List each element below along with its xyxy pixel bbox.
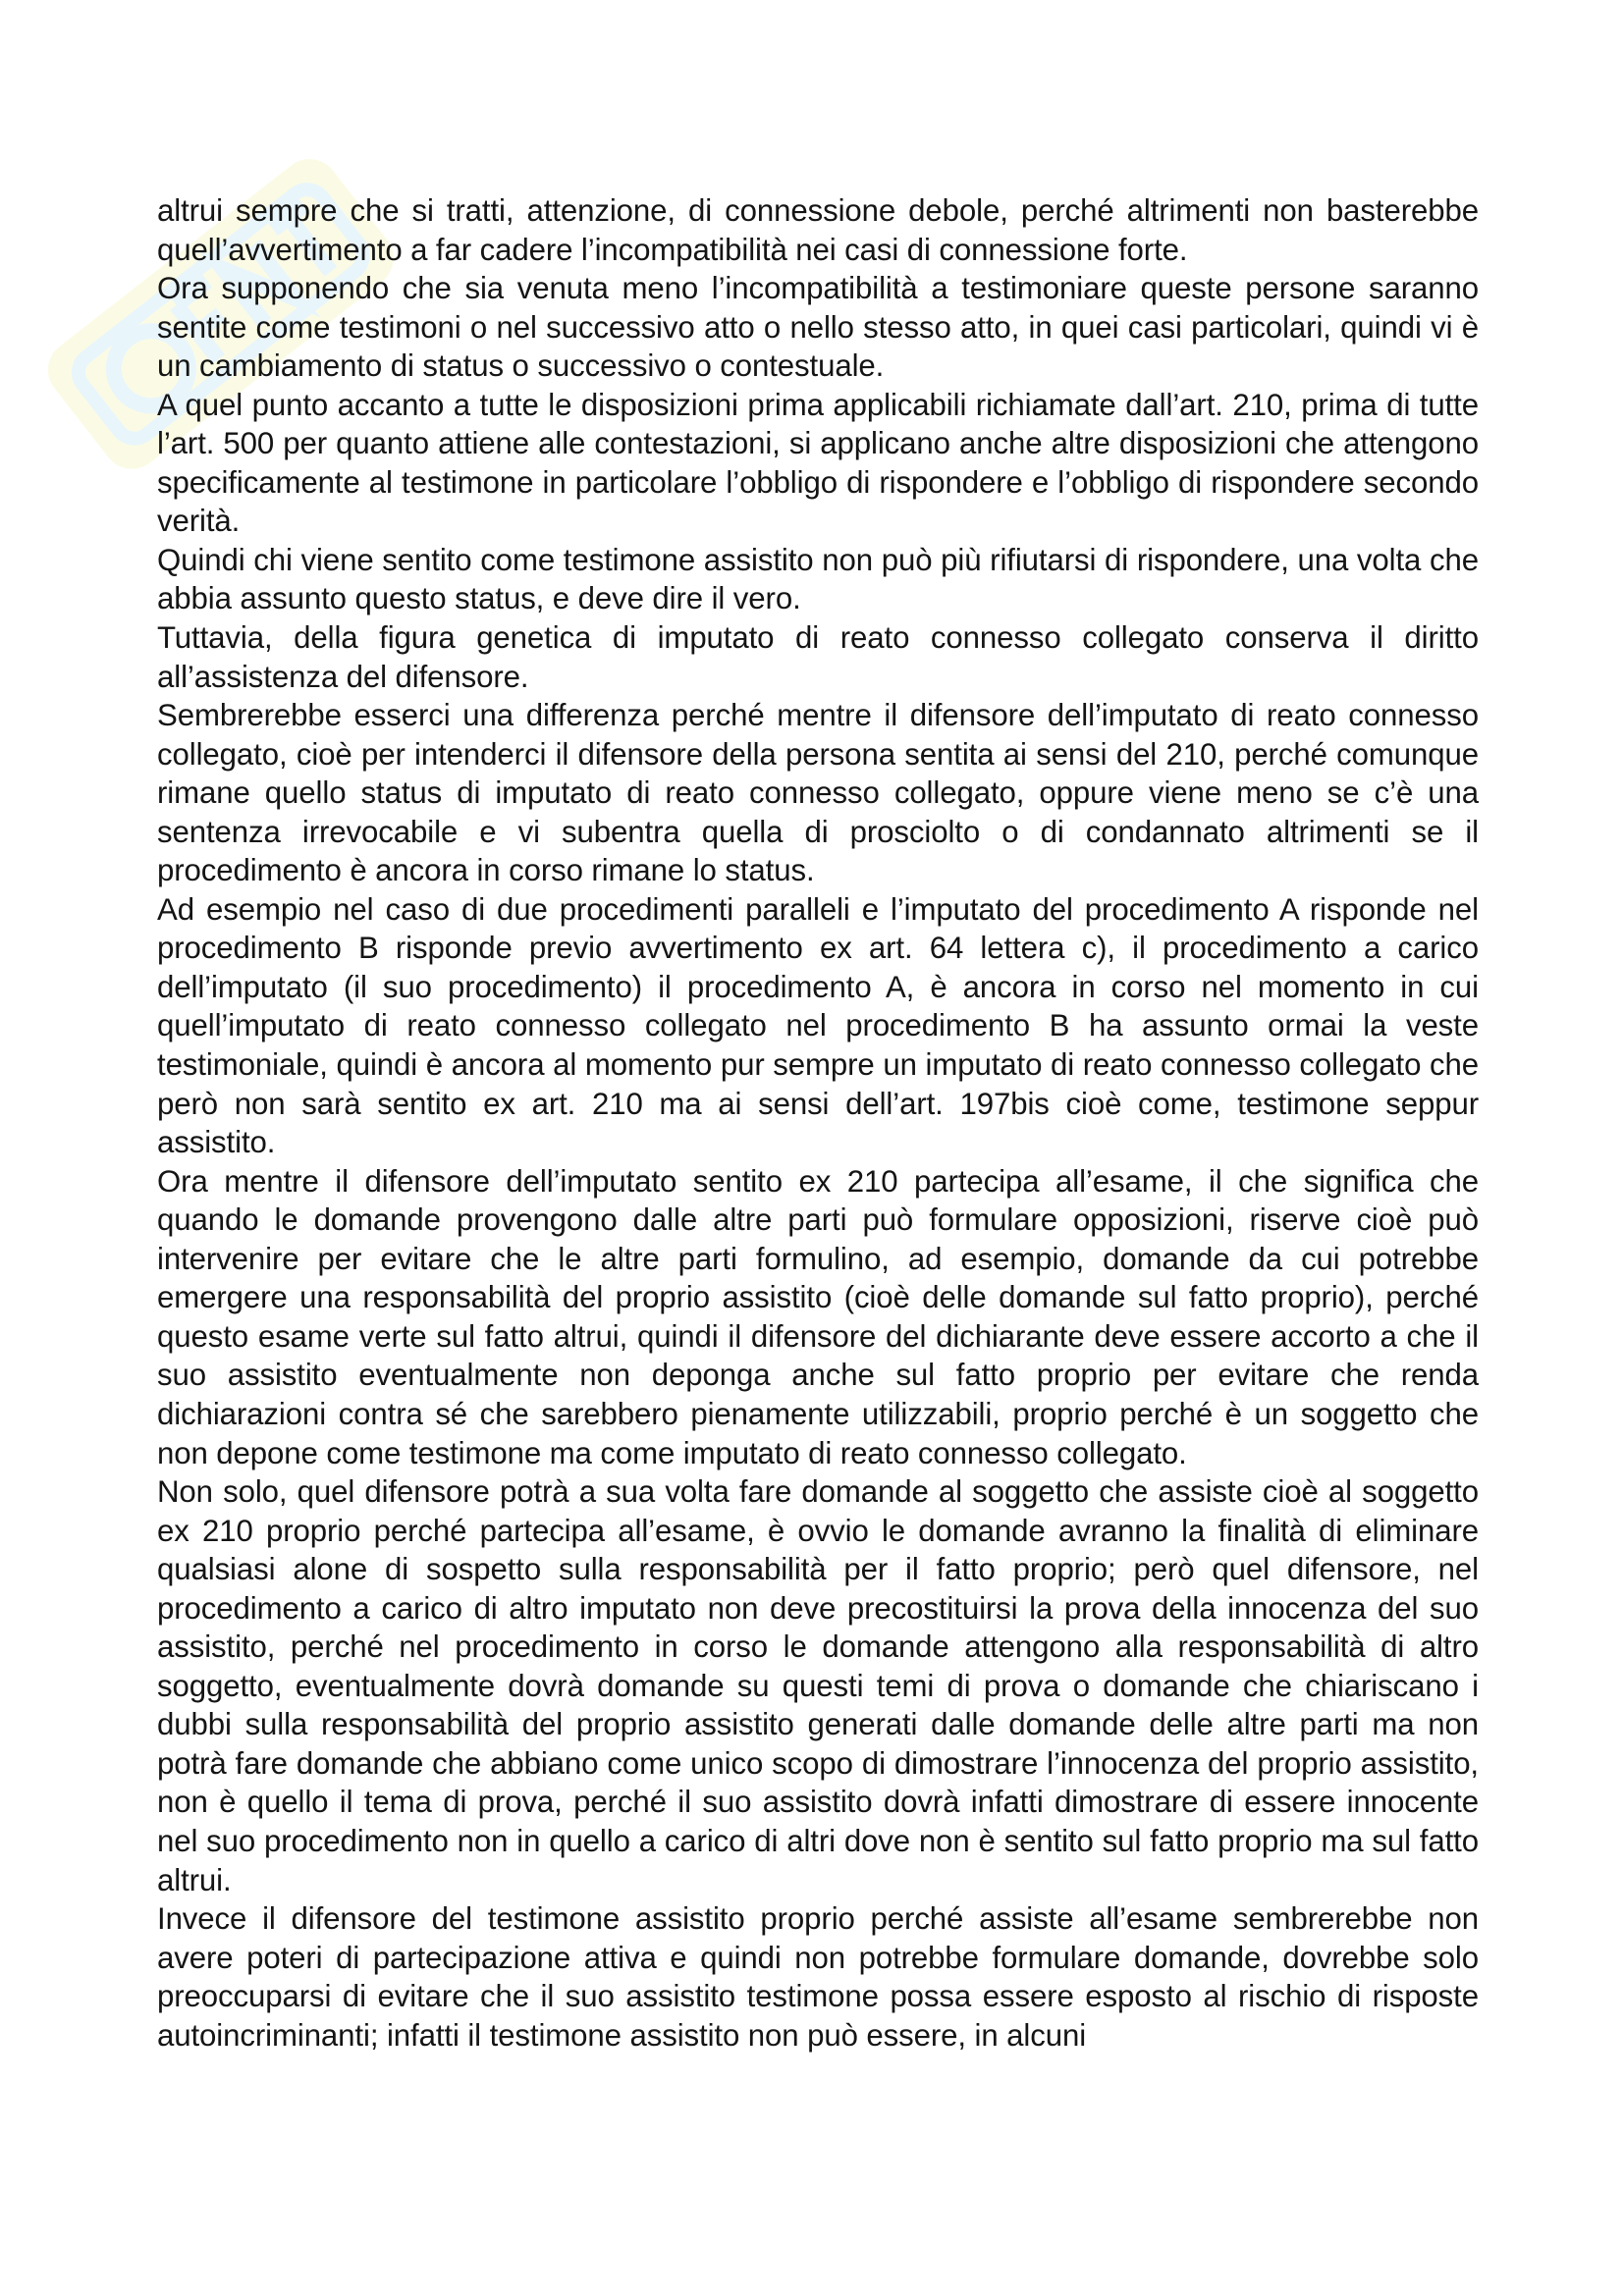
document-body [157,191,1479,2055]
paragraph: altrui sempre che si tratti, attenzione, di connessione debole, perché altrimenti non basterebbe quell’avvertimento a far cadere l’incompatibilità nei casi di connessione forte. [157,193,1479,267]
paragraph: Ora supponendo che sia venuta meno l’incompatibilità a testimoniare queste persone saranno sentite come testimoni o nel successivo atto o nello stesso atto, in quei casi particolari, quindi vi è un cambiamento di status o successivo o contestuale. [157,271,1479,384]
paragraph: A quel punto accanto a tutte le disposizioni prima applicabili richiamate dall’art. 210, prima di tutte l’art. 500 per quanto attiene alle contestazioni, si applicano anche altre disposizioni che attengono specificamente al testimone in particolare l’obbligo di rispondere e l’obbligo di rispondere secondo verità. [157,387,1479,539]
paragraph: Non solo, quel difensore potrà a sua volta fare domande al soggetto che assiste cioè al soggetto ex 210 proprio perché partecipa all’esame, è ovvio le domande avranno la finalità di eliminare qualsiasi alone di sospetto sulla responsabilità per il fatto proprio; però quel difensore, nel procedimento a carico di altro imputato non deve precostituirsi la prova della innocenza del suo assistito, perché nel procedimento in corso le domande attengono alla responsabilità di altro soggetto, eventualmente dovrà domande su questi temi di prova o domande che chiariscano i dubbi sulla responsabilità del proprio assistito generati dalle domande delle altre parti ma non potrà fare domande che abbiano come unico scopo di dimostrare l’innocenza del proprio assistito, non è quello il tema di prova, perché il suo assistito dovrà infatti dimostrare di essere innocente nel suo procedimento non in quello a carico di altri dove non è sentito sul fatto proprio ma sul fatto altrui. [157,1474,1479,1897]
paragraph: Invece il difensore del testimone assistito proprio perché assiste all’esame sembrerebbe non avere poteri di partecipazione attiva e quindi non potrebbe formulare domande, dovrebbe solo preoccuparsi di evitare che il suo assistito testimone possa essere esposto al rischio di risposte autoincriminanti; infatti il testimone assistito non può essere, in alcuni [157,1901,1479,2053]
paragraph: Tuttavia, della figura genetica di imputato di reato connesso collegato conserva il diritto all’assistenza del difensore. [157,620,1479,694]
paragraph: Ad esempio nel caso di due procedimenti paralleli e l’imputato del procedimento A risponde nel procedimento B risponde previo avvertimento ex art. 64 lettera c), il procedimento a carico dell’imputato (il suo procedimento) il procedimento A, è ancora in corso nel momento in cui quell’imputato di reato connesso collegato nel procedimento B ha assunto ormai la veste testimoniale, quindi è ancora al momento pur sempre un imputato di reato connesso collegato che però non sarà sentito ex art. 210 ma ai sensi dell’art. 197bis cioè come, testimone seppur assistito. [157,891,1479,1160]
paragraph: Quindi chi viene sentito come testimone assistito non può più rifiutarsi di rispondere, una volta che abbia assunto questo status, e deve dire il vero. [157,542,1479,616]
paragraph: Ora mentre il difensore dell’imputato sentito ex 210 partecipa all’esame, il che significa che quando le domande provengono dalle altre parti può formulare opposizioni, riserve cioè può intervenire per evitare che le altre parti formulino, ad esempio, domande da cui potrebbe emergere una responsabilità del proprio assistito (cioè delle domande sul fatto proprio), perché questo esame verte sul fatto altrui, quindi il difensore del dichiarante deve essere accorto a che il suo assistito eventualmente non deponga anche sul fatto proprio per evitare che renda dichiarazioni contra sé che sarebbero pienamente utilizzabili, proprio perché è un soggetto che non depone come testimone ma come imputato di reato connesso collegato. [157,1163,1479,1470]
paragraph: Sembrerebbe esserci una differenza perché mentre il difensore dell’imputato di reato connesso collegato, cioè per intenderci il difensore della persona sentita ai sensi del 210, perché comunque rimane quello status di imputato di reato connesso collegato, oppure viene meno se c’è una sentenza irrevocabile e vi subentra quella di prosciolto o di condannato altrimenti se il procedimento è ancora in corso rimane lo status. [157,698,1479,888]
